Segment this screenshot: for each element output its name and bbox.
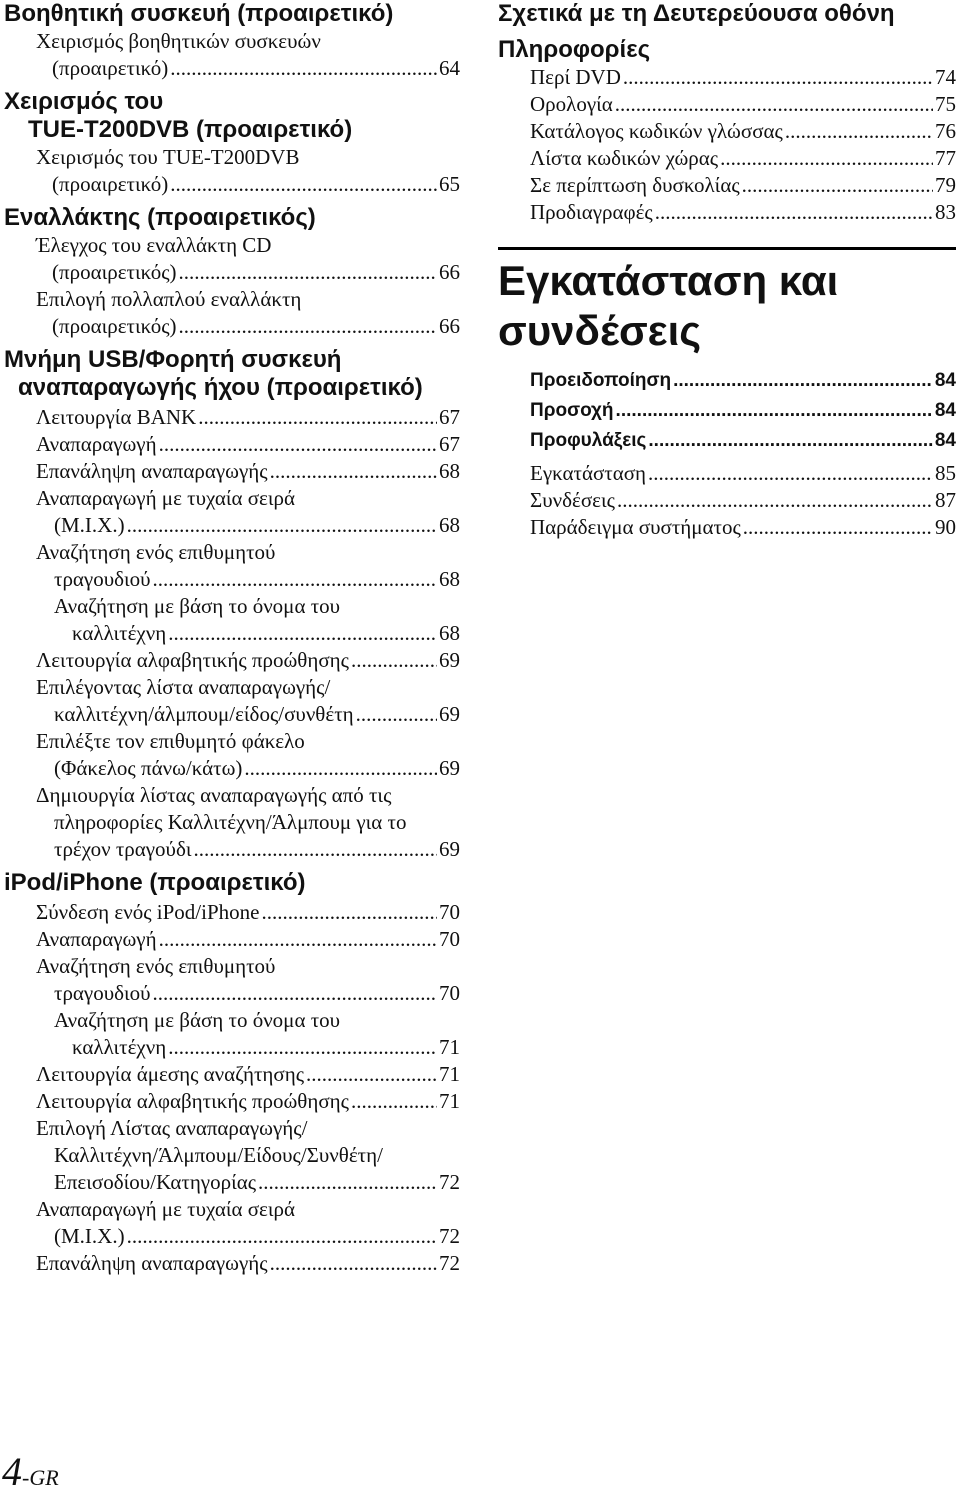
toc-entry[interactable]: Συνδέσεις ..... 87 — [498, 487, 956, 514]
toc-entry-bold[interactable]: Προειδοποίηση ..... 84 — [498, 366, 956, 396]
toc-entry[interactable]: Εγκατάσταση ..... 85 — [498, 460, 956, 487]
toc-entry[interactable]: Λειτουργία άμεσης αναζήτησης ..... 71 — [4, 1061, 460, 1088]
toc-entry[interactable]: Χειρισμός βοηθητικών συσκευών (προαιρετικό) ..... 64 — [4, 28, 460, 82]
toc-entry[interactable]: Λειτουργία αλφαβητικής προώθησης ..... 69 — [4, 647, 460, 674]
section-heading: Χειρισμός του TUE-T200DVB (προαιρετικό) — [4, 88, 353, 143]
page-number: 87 — [935, 488, 956, 512]
page-number: 84 — [934, 370, 956, 391]
page-number: 71 — [439, 1035, 460, 1059]
page-number: 68 — [439, 459, 460, 483]
page-number: 79 — [935, 173, 956, 197]
toc-entry[interactable]: Επιλέγοντας λίστα αναπαραγωγής/ καλλιτέχνη/άλμπουμ/είδος/συνθέτη ..... 69 — [4, 674, 460, 728]
page-number: 75 — [935, 92, 956, 116]
toc-left-column — [4, 0, 460, 1277]
page-number: 67 — [439, 405, 460, 429]
footer-page-number: 4 — [2, 1449, 22, 1494]
page-number: 71 — [439, 1089, 460, 1113]
page-number: 69 — [439, 648, 460, 672]
page-number: 67 — [439, 432, 460, 456]
page-number: 66 — [439, 314, 460, 338]
toc-entry[interactable]: Επιλογή Λίστας αναπαραγωγής/ Καλλιτέχνη/Άλμπουμ/Είδους/Συνθέτη/ Επεισοδίου/Κατηγορίας ..... 72 — [4, 1115, 460, 1196]
toc-entry[interactable]: Περί DVD ..... 74 — [498, 64, 956, 91]
page-number: 72 — [439, 1251, 460, 1275]
toc-entry[interactable]: Αναπαραγωγή με τυχαία σειρά (M.I.X.) ..... 72 — [4, 1196, 460, 1250]
toc-entry[interactable]: Επιλέξτε τον επιθυμητό φάκελο (Φάκελος πάνω/κάτω) ..... 69 — [4, 728, 460, 782]
page-footer — [2, 1448, 59, 1495]
toc-entry[interactable]: Προδιαγραφές ..... 83 — [498, 199, 956, 226]
toc-entry[interactable]: Αναζήτηση ενός επιθυμητού τραγουδιού ..... 70 — [4, 953, 460, 1007]
page-number: 66 — [439, 260, 460, 284]
page-number: 70 — [439, 900, 460, 924]
toc-entry[interactable]: Επανάληψη αναπαραγωγής ..... 68 — [4, 458, 460, 485]
toc-entry[interactable]: Επιλογή πολλαπλού εναλλάκτη (προαιρετικός) ..... 66 — [4, 286, 460, 340]
page-number: 64 — [439, 56, 460, 80]
page-number: 68 — [439, 513, 460, 537]
toc-entry[interactable]: Παράδειγμα συστήματος ..... 90 — [498, 514, 956, 541]
page-number: 69 — [439, 756, 460, 780]
page-number: 68 — [439, 621, 460, 645]
toc-entry[interactable]: Αναπαραγωγή ..... 67 — [4, 431, 460, 458]
page-number: 84 — [934, 430, 956, 451]
page-number: 69 — [439, 702, 460, 726]
toc-entry[interactable]: Λειτουργία BANK ..... 67 — [4, 404, 460, 431]
page-number: 77 — [935, 146, 956, 170]
section-heading: Μνήμη USB/Φορητή συσκευή αναπαραγωγής ήχου (προαιρετικό) — [4, 346, 423, 401]
page-number: 69 — [439, 837, 460, 861]
section-heading-large: Εγκατάσταση και συνδέσεις — [498, 257, 839, 354]
section-heading: Εναλλάκτης (προαιρετικός) — [4, 204, 316, 231]
page-number: 83 — [935, 200, 956, 224]
toc-entry[interactable]: Επανάληψη αναπαραγωγής ..... 72 — [4, 1250, 460, 1277]
toc-entry-bold[interactable]: Προφυλάξεις ..... 84 — [498, 426, 956, 456]
section-heading: iPod/iPhone (προαιρετικό) — [4, 869, 306, 896]
footer-language-suffix: -GR — [22, 1465, 59, 1490]
toc-entry[interactable]: Αναζήτηση ενός επιθυμητού τραγουδιού ..... 68 — [4, 539, 460, 593]
toc-entry[interactable]: Αναπαραγωγή με τυχαία σειρά (M.I.X.) ..... 68 — [4, 485, 460, 539]
toc-entry[interactable]: Έλεγχος του εναλλάκτη CD (προαιρετικός) ..... 66 — [4, 232, 460, 286]
page-number: 72 — [439, 1224, 460, 1248]
toc-entry[interactable]: Αναζήτηση με βάση το όνομα του καλλιτέχνη ..... 71 — [4, 1007, 460, 1061]
page-number: 85 — [935, 461, 956, 485]
toc-entry[interactable]: Αναζήτηση με βάση το όνομα του καλλιτέχνη ..... 68 — [4, 593, 460, 647]
section-heading: Πληροφορίες — [498, 36, 651, 63]
page-number: 65 — [439, 172, 460, 196]
toc-entry[interactable]: Κατάλογος κωδικών γλώσσας ..... 76 — [498, 118, 956, 145]
page-number: 76 — [935, 119, 956, 143]
toc-entry[interactable]: Αναπαραγωγή ..... 70 — [4, 926, 460, 953]
toc-right-column — [498, 0, 956, 541]
section-heading: Σχετικά με τη Δευτερεύουσα οθόνη — [498, 0, 895, 27]
page-number: 74 — [935, 65, 956, 89]
page-number: 84 — [934, 400, 956, 421]
section-divider — [498, 247, 956, 250]
toc-entry[interactable]: Σε περίπτωση δυσκολίας ..... 79 — [498, 172, 956, 199]
toc-entry[interactable]: Χειρισμός του TUE-T200DVB (προαιρετικό) ..... 65 — [4, 144, 460, 198]
page-number: 70 — [439, 981, 460, 1005]
page-number: 71 — [439, 1062, 460, 1086]
page-number: 68 — [439, 567, 460, 591]
section-heading: Βοηθητική συσκευή (προαιρετικό) — [4, 0, 394, 27]
toc-entry[interactable]: Λίστα κωδικών χώρας ..... 77 — [498, 145, 956, 172]
page-number: 72 — [439, 1170, 460, 1194]
toc-entry-bold[interactable]: Προσοχή ..... 84 — [498, 396, 956, 426]
page-number: 90 — [935, 515, 956, 539]
page-number: 70 — [439, 927, 460, 951]
toc-entry[interactable]: Δημιουργία λίστας αναπαραγωγής από τις πληροφορίες Καλλιτέχνη/Άλμπουμ για το τρέχον τραγούδι ..... 69 — [4, 782, 460, 863]
toc-entry[interactable]: Ορολογία ..... 75 — [498, 91, 956, 118]
toc-entry[interactable]: Λειτουργία αλφαβητικής προώθησης ..... 71 — [4, 1088, 460, 1115]
toc-entry[interactable]: Σύνδεση ενός iPod/iPhone ..... 70 — [4, 899, 460, 926]
